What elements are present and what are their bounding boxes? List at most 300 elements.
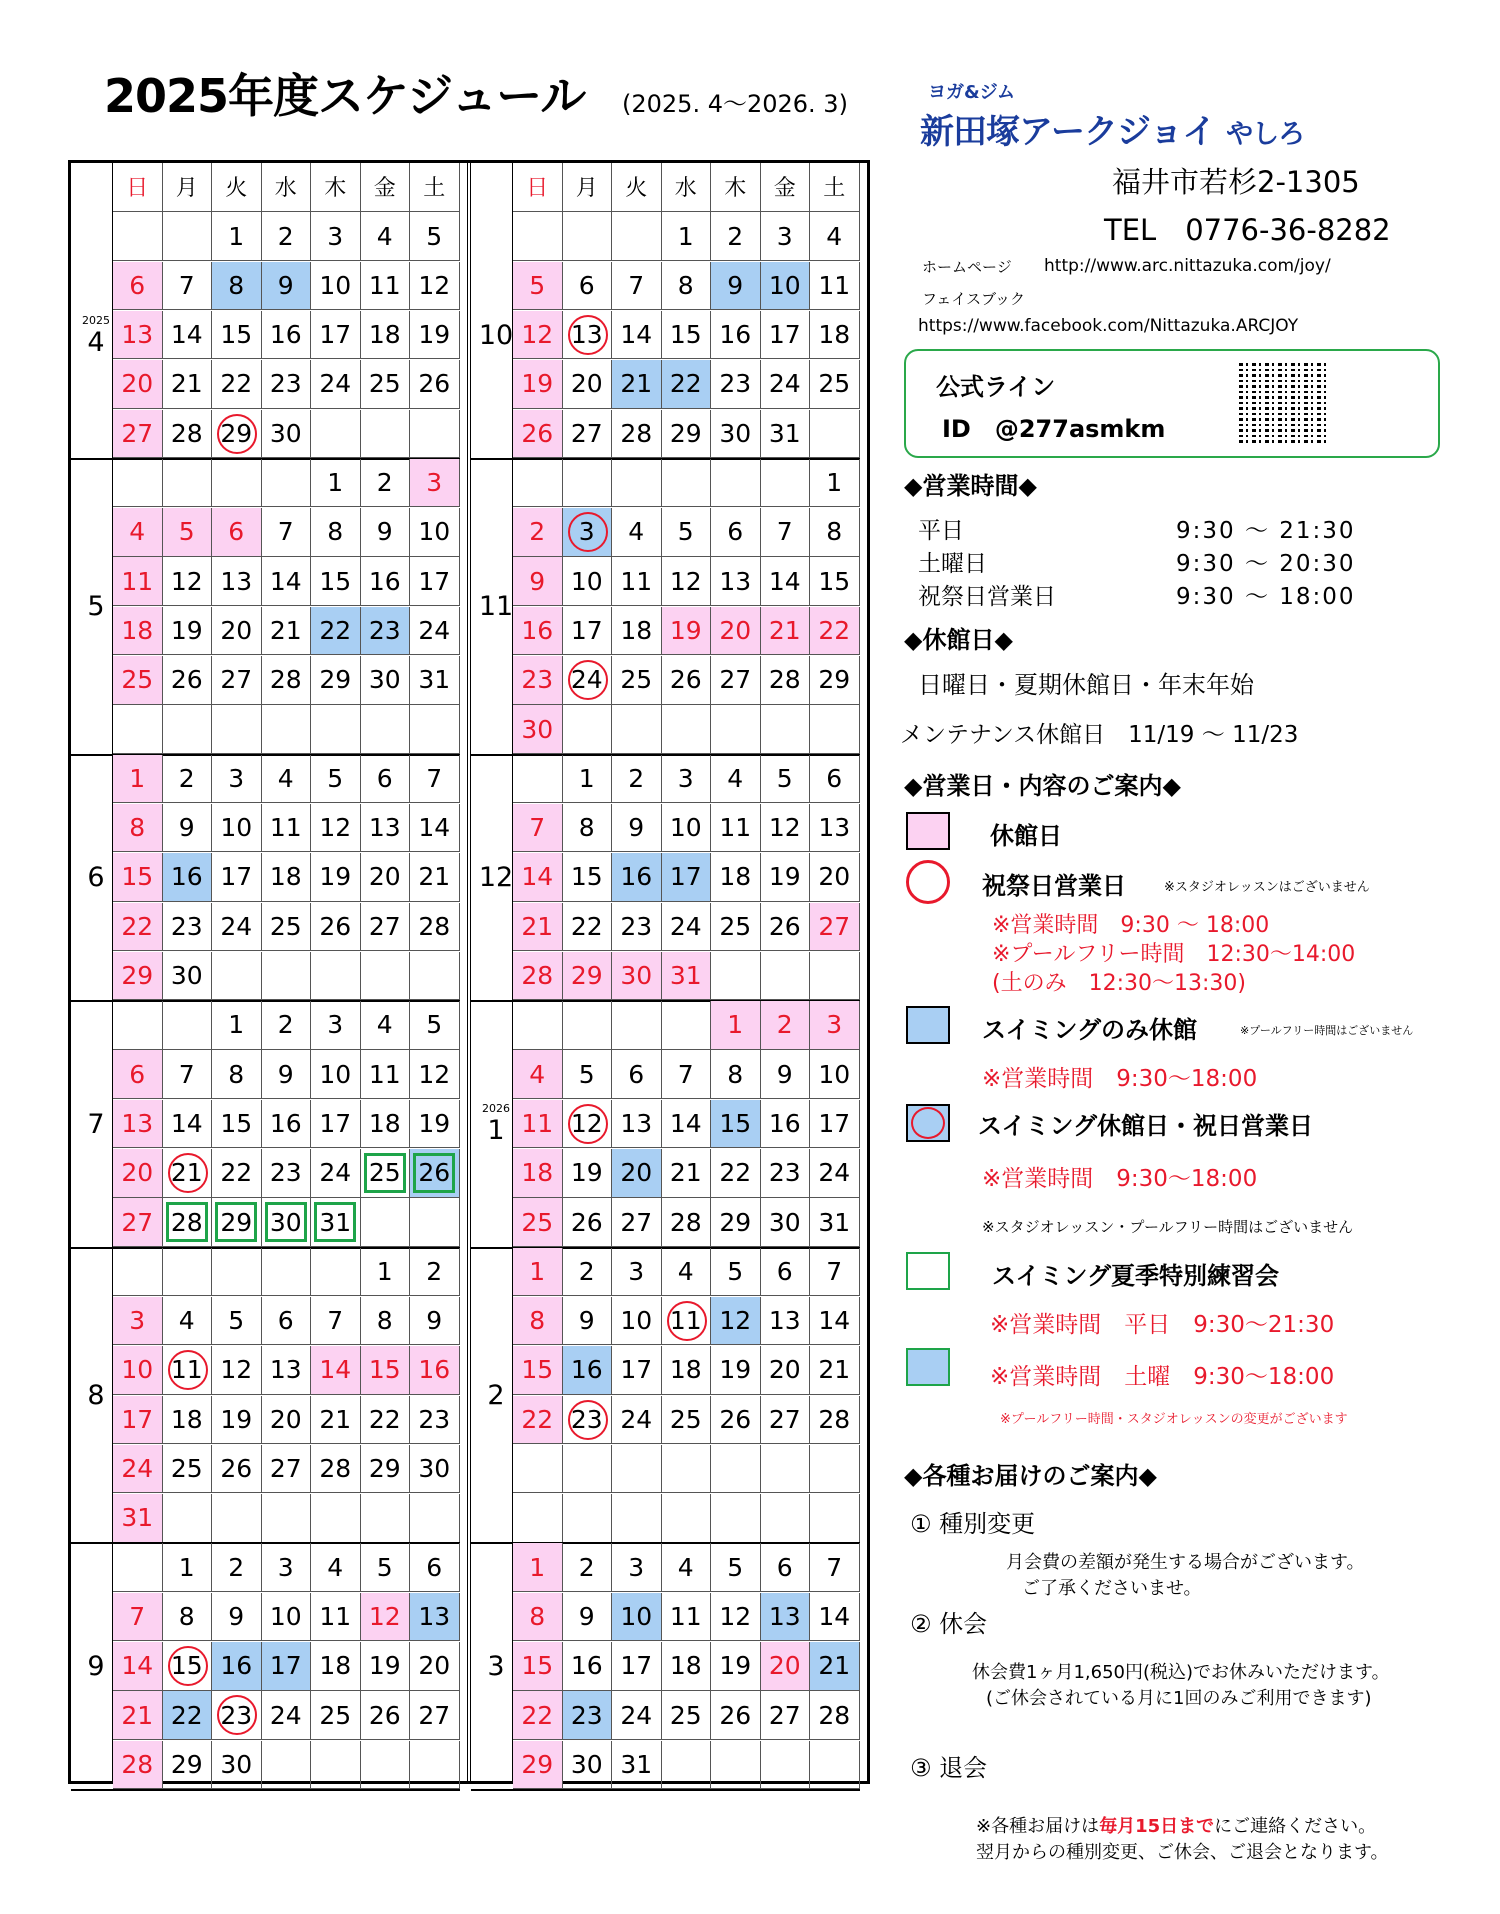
day-cell[interactable] (662, 1445, 712, 1494)
day-cell[interactable] (662, 1741, 712, 1790)
day-cell[interactable]: 16 (563, 1642, 613, 1691)
day-cell[interactable]: 18 (361, 311, 411, 360)
day-cell[interactable]: 27 (612, 1198, 662, 1247)
day-cell[interactable]: 1 (513, 1543, 563, 1592)
day-cell[interactable]: 23 (563, 1691, 613, 1740)
day-cell[interactable] (612, 1445, 662, 1494)
day-cell[interactable] (711, 1494, 761, 1543)
day-cell[interactable] (311, 1741, 361, 1790)
day-cell[interactable] (612, 212, 662, 261)
day-cell[interactable] (761, 1494, 811, 1543)
day-cell[interactable]: 3 (212, 755, 262, 804)
day-cell[interactable]: 15 (361, 1346, 411, 1395)
day-cell[interactable] (262, 459, 312, 508)
day-cell[interactable]: 10 (113, 1346, 163, 1395)
day-cell[interactable] (311, 1494, 361, 1543)
day-cell[interactable]: 16 (262, 1100, 312, 1149)
day-cell[interactable] (563, 212, 613, 261)
day-cell[interactable]: 14 (113, 1642, 163, 1691)
day-cell[interactable]: 27 (810, 903, 860, 952)
day-cell[interactable]: 4 (662, 1248, 712, 1297)
day-cell[interactable]: 29 (212, 410, 262, 459)
day-cell[interactable]: 12 (311, 804, 361, 853)
day-cell[interactable]: 23 (410, 1396, 460, 1445)
day-cell[interactable]: 8 (662, 262, 712, 311)
day-cell[interactable]: 20 (711, 607, 761, 656)
day-cell[interactable]: 13 (113, 1100, 163, 1149)
day-cell[interactable]: 27 (113, 410, 163, 459)
day-cell[interactable]: 22 (513, 1396, 563, 1445)
day-cell[interactable]: 21 (513, 903, 563, 952)
day-cell[interactable]: 10 (212, 804, 262, 853)
day-cell[interactable]: 17 (311, 1100, 361, 1149)
day-cell[interactable] (113, 1248, 163, 1297)
day-cell[interactable]: 1 (212, 1001, 262, 1050)
day-cell[interactable]: 5 (311, 755, 361, 804)
day-cell[interactable] (810, 410, 860, 459)
day-cell[interactable]: 22 (212, 360, 262, 409)
day-cell[interactable]: 9 (612, 804, 662, 853)
day-cell[interactable]: 2 (262, 1001, 312, 1050)
day-cell[interactable]: 23 (361, 607, 411, 656)
day-cell[interactable]: 15 (212, 311, 262, 360)
day-cell[interactable]: 5 (410, 1001, 460, 1050)
day-cell[interactable]: 18 (513, 1149, 563, 1198)
day-cell[interactable]: 20 (810, 853, 860, 902)
day-cell[interactable]: 15 (311, 557, 361, 606)
day-cell[interactable]: 26 (163, 656, 213, 705)
day-cell[interactable]: 2 (410, 1248, 460, 1297)
day-cell[interactable]: 15 (212, 1100, 262, 1149)
day-cell[interactable] (810, 1741, 860, 1790)
day-cell[interactable] (711, 1741, 761, 1790)
day-cell[interactable]: 30 (361, 656, 411, 705)
day-cell[interactable]: 9 (163, 804, 213, 853)
day-cell[interactable]: 24 (262, 1691, 312, 1740)
day-cell[interactable]: 9 (563, 1297, 613, 1346)
day-cell[interactable]: 14 (662, 1100, 712, 1149)
day-cell[interactable] (513, 1445, 563, 1494)
day-cell[interactable]: 3 (563, 508, 613, 557)
day-cell[interactable]: 14 (311, 1346, 361, 1395)
day-cell[interactable]: 18 (612, 607, 662, 656)
day-cell[interactable]: 25 (662, 1396, 712, 1445)
day-cell[interactable] (262, 1494, 312, 1543)
day-cell[interactable]: 23 (612, 903, 662, 952)
day-cell[interactable]: 20 (361, 853, 411, 902)
day-cell[interactable]: 8 (113, 804, 163, 853)
day-cell[interactable]: 1 (311, 459, 361, 508)
day-cell[interactable]: 21 (163, 1149, 213, 1198)
day-cell[interactable] (612, 705, 662, 754)
day-cell[interactable]: 16 (563, 1346, 613, 1395)
day-cell[interactable]: 26 (361, 1691, 411, 1740)
day-cell[interactable] (761, 1445, 811, 1494)
day-cell[interactable]: 15 (513, 1642, 563, 1691)
day-cell[interactable]: 9 (262, 1050, 312, 1099)
day-cell[interactable] (810, 1494, 860, 1543)
day-cell[interactable]: 4 (361, 212, 411, 261)
day-cell[interactable]: 10 (612, 1593, 662, 1642)
day-cell[interactable]: 15 (810, 557, 860, 606)
day-cell[interactable] (262, 1741, 312, 1790)
day-cell[interactable]: 11 (311, 1593, 361, 1642)
day-cell[interactable]: 30 (513, 705, 563, 754)
day-cell[interactable]: 11 (662, 1297, 712, 1346)
day-cell[interactable] (163, 705, 213, 754)
day-cell[interactable] (563, 1445, 613, 1494)
day-cell[interactable]: 12 (662, 557, 712, 606)
day-cell[interactable]: 28 (113, 1741, 163, 1790)
day-cell[interactable]: 8 (361, 1297, 411, 1346)
day-cell[interactable]: 19 (662, 607, 712, 656)
day-cell[interactable]: 13 (361, 804, 411, 853)
day-cell[interactable] (513, 212, 563, 261)
day-cell[interactable]: 13 (761, 1297, 811, 1346)
day-cell[interactable]: 12 (410, 262, 460, 311)
day-cell[interactable]: 13 (212, 557, 262, 606)
day-cell[interactable]: 8 (311, 508, 361, 557)
day-cell[interactable]: 29 (361, 1445, 411, 1494)
day-cell[interactable] (163, 1001, 213, 1050)
day-cell[interactable] (810, 952, 860, 1001)
day-cell[interactable]: 7 (163, 262, 213, 311)
day-cell[interactable]: 2 (212, 1543, 262, 1592)
day-cell[interactable]: 16 (262, 311, 312, 360)
day-cell[interactable]: 25 (711, 903, 761, 952)
day-cell[interactable] (410, 410, 460, 459)
day-cell[interactable]: 11 (662, 1593, 712, 1642)
day-cell[interactable]: 7 (113, 1593, 163, 1642)
day-cell[interactable]: 10 (311, 262, 361, 311)
day-cell[interactable]: 1 (163, 1543, 213, 1592)
day-cell[interactable]: 2 (513, 508, 563, 557)
day-cell[interactable]: 10 (262, 1593, 312, 1642)
day-cell[interactable]: 28 (311, 1445, 361, 1494)
day-cell[interactable]: 11 (810, 262, 860, 311)
day-cell[interactable] (810, 1445, 860, 1494)
day-cell[interactable]: 18 (113, 607, 163, 656)
day-cell[interactable]: 11 (513, 1100, 563, 1149)
day-cell[interactable]: 12 (761, 804, 811, 853)
day-cell[interactable]: 27 (262, 1445, 312, 1494)
day-cell[interactable]: 6 (262, 1297, 312, 1346)
day-cell[interactable]: 30 (761, 1198, 811, 1247)
day-cell[interactable]: 20 (563, 360, 613, 409)
day-cell[interactable] (361, 410, 411, 459)
day-cell[interactable]: 8 (711, 1050, 761, 1099)
day-cell[interactable] (311, 705, 361, 754)
day-cell[interactable] (612, 1001, 662, 1050)
day-cell[interactable]: 16 (513, 607, 563, 656)
day-cell[interactable]: 5 (563, 1050, 613, 1099)
day-cell[interactable]: 21 (810, 1642, 860, 1691)
day-cell[interactable]: 20 (212, 607, 262, 656)
day-cell[interactable]: 30 (711, 410, 761, 459)
day-cell[interactable]: 18 (163, 1396, 213, 1445)
day-cell[interactable]: 9 (513, 557, 563, 606)
day-cell[interactable]: 21 (113, 1691, 163, 1740)
day-cell[interactable]: 22 (361, 1396, 411, 1445)
day-cell[interactable]: 9 (761, 1050, 811, 1099)
day-cell[interactable]: 5 (711, 1248, 761, 1297)
day-cell[interactable] (410, 1494, 460, 1543)
day-cell[interactable]: 24 (662, 903, 712, 952)
day-cell[interactable]: 1 (212, 212, 262, 261)
day-cell[interactable] (662, 459, 712, 508)
day-cell[interactable]: 1 (810, 459, 860, 508)
day-cell[interactable]: 26 (212, 1445, 262, 1494)
day-cell[interactable]: 18 (262, 853, 312, 902)
day-cell[interactable]: 5 (163, 508, 213, 557)
day-cell[interactable]: 19 (711, 1346, 761, 1395)
day-cell[interactable]: 27 (761, 1691, 811, 1740)
day-cell[interactable]: 24 (563, 656, 613, 705)
day-cell[interactable]: 24 (761, 360, 811, 409)
day-cell[interactable]: 26 (410, 1149, 460, 1198)
day-cell[interactable]: 2 (163, 755, 213, 804)
day-cell[interactable] (113, 1543, 163, 1592)
day-cell[interactable]: 26 (711, 1691, 761, 1740)
day-cell[interactable]: 7 (662, 1050, 712, 1099)
qr-code-icon[interactable] (1239, 363, 1329, 443)
day-cell[interactable]: 4 (163, 1297, 213, 1346)
day-cell[interactable]: 11 (361, 262, 411, 311)
day-cell[interactable]: 28 (410, 903, 460, 952)
day-cell[interactable]: 17 (612, 1346, 662, 1395)
day-cell[interactable]: 28 (612, 410, 662, 459)
day-cell[interactable]: 16 (711, 311, 761, 360)
day-cell[interactable]: 6 (113, 262, 163, 311)
day-cell[interactable]: 8 (212, 262, 262, 311)
day-cell[interactable]: 5 (361, 1543, 411, 1592)
day-cell[interactable]: 3 (662, 755, 712, 804)
day-cell[interactable] (361, 705, 411, 754)
day-cell[interactable]: 15 (711, 1100, 761, 1149)
day-cell[interactable]: 21 (410, 853, 460, 902)
day-cell[interactable]: 4 (113, 508, 163, 557)
day-cell[interactable]: 31 (810, 1198, 860, 1247)
day-cell[interactable]: 16 (163, 853, 213, 902)
day-cell[interactable] (262, 705, 312, 754)
day-cell[interactable]: 25 (311, 1691, 361, 1740)
day-cell[interactable]: 21 (761, 607, 811, 656)
day-cell[interactable]: 13 (410, 1593, 460, 1642)
day-cell[interactable]: 6 (810, 755, 860, 804)
day-cell[interactable]: 7 (262, 508, 312, 557)
day-cell[interactable]: 3 (612, 1543, 662, 1592)
day-cell[interactable]: 13 (761, 1593, 811, 1642)
day-cell[interactable]: 24 (311, 360, 361, 409)
day-cell[interactable]: 10 (662, 804, 712, 853)
day-cell[interactable]: 24 (612, 1691, 662, 1740)
day-cell[interactable] (410, 1741, 460, 1790)
day-cell[interactable]: 23 (163, 903, 213, 952)
day-cell[interactable] (113, 1001, 163, 1050)
day-cell[interactable]: 27 (212, 656, 262, 705)
day-cell[interactable]: 27 (563, 410, 613, 459)
day-cell[interactable]: 31 (410, 656, 460, 705)
day-cell[interactable] (212, 1248, 262, 1297)
day-cell[interactable]: 6 (711, 508, 761, 557)
day-cell[interactable]: 6 (361, 755, 411, 804)
day-cell[interactable]: 25 (361, 360, 411, 409)
day-cell[interactable]: 31 (662, 952, 712, 1001)
day-cell[interactable]: 9 (410, 1297, 460, 1346)
day-cell[interactable]: 26 (563, 1198, 613, 1247)
day-cell[interactable]: 14 (612, 311, 662, 360)
day-cell[interactable]: 10 (410, 508, 460, 557)
day-cell[interactable] (761, 1741, 811, 1790)
day-cell[interactable]: 19 (410, 311, 460, 360)
day-cell[interactable]: 22 (810, 607, 860, 656)
day-cell[interactable]: 5 (761, 755, 811, 804)
day-cell[interactable]: 20 (262, 1396, 312, 1445)
day-cell[interactable]: 5 (212, 1297, 262, 1346)
day-cell[interactable]: 28 (662, 1198, 712, 1247)
day-cell[interactable]: 15 (563, 853, 613, 902)
day-cell[interactable]: 2 (711, 212, 761, 261)
day-cell[interactable] (361, 952, 411, 1001)
day-cell[interactable] (711, 459, 761, 508)
day-cell[interactable]: 12 (163, 557, 213, 606)
day-cell[interactable]: 24 (810, 1149, 860, 1198)
day-cell[interactable] (563, 705, 613, 754)
day-cell[interactable]: 30 (612, 952, 662, 1001)
day-cell[interactable]: 29 (113, 952, 163, 1001)
day-cell[interactable]: 20 (761, 1642, 811, 1691)
day-cell[interactable]: 7 (311, 1297, 361, 1346)
day-cell[interactable]: 29 (311, 656, 361, 705)
day-cell[interactable]: 5 (711, 1543, 761, 1592)
day-cell[interactable]: 14 (513, 853, 563, 902)
day-cell[interactable]: 21 (311, 1396, 361, 1445)
day-cell[interactable]: 17 (212, 853, 262, 902)
day-cell[interactable]: 29 (513, 1741, 563, 1790)
day-cell[interactable]: 24 (113, 1445, 163, 1494)
day-cell[interactable]: 30 (262, 410, 312, 459)
day-cell[interactable]: 4 (311, 1543, 361, 1592)
day-cell[interactable]: 9 (262, 262, 312, 311)
day-cell[interactable]: 10 (761, 262, 811, 311)
day-cell[interactable]: 19 (711, 1642, 761, 1691)
day-cell[interactable]: 20 (113, 360, 163, 409)
day-cell[interactable]: 14 (810, 1593, 860, 1642)
day-cell[interactable]: 1 (563, 755, 613, 804)
day-cell[interactable]: 12 (410, 1050, 460, 1099)
day-cell[interactable]: 4 (262, 755, 312, 804)
day-cell[interactable]: 23 (262, 360, 312, 409)
day-cell[interactable]: 19 (761, 853, 811, 902)
day-cell[interactable] (410, 952, 460, 1001)
day-cell[interactable]: 3 (410, 459, 460, 508)
day-cell[interactable] (361, 1741, 411, 1790)
day-cell[interactable]: 1 (361, 1248, 411, 1297)
day-cell[interactable]: 24 (311, 1149, 361, 1198)
homepage-link[interactable]: http://www.arc.nittazuka.com/joy/ (1044, 256, 1331, 276)
day-cell[interactable] (212, 705, 262, 754)
day-cell[interactable]: 26 (410, 360, 460, 409)
day-cell[interactable]: 22 (662, 360, 712, 409)
day-cell[interactable]: 1 (113, 755, 163, 804)
day-cell[interactable] (810, 705, 860, 754)
day-cell[interactable]: 29 (810, 656, 860, 705)
day-cell[interactable]: 14 (163, 311, 213, 360)
day-cell[interactable]: 18 (311, 1642, 361, 1691)
day-cell[interactable]: 28 (761, 656, 811, 705)
day-cell[interactable]: 28 (810, 1691, 860, 1740)
day-cell[interactable]: 26 (662, 656, 712, 705)
day-cell[interactable]: 3 (761, 212, 811, 261)
day-cell[interactable] (163, 459, 213, 508)
day-cell[interactable]: 11 (262, 804, 312, 853)
day-cell[interactable]: 26 (711, 1396, 761, 1445)
day-cell[interactable]: 27 (761, 1396, 811, 1445)
day-cell[interactable]: 4 (810, 212, 860, 261)
day-cell[interactable]: 20 (410, 1642, 460, 1691)
day-cell[interactable]: 18 (711, 853, 761, 902)
day-cell[interactable]: 2 (563, 1248, 613, 1297)
day-cell[interactable]: 8 (563, 804, 613, 853)
day-cell[interactable] (612, 459, 662, 508)
day-cell[interactable]: 15 (513, 1346, 563, 1395)
day-cell[interactable]: 25 (810, 360, 860, 409)
day-cell[interactable]: 17 (113, 1396, 163, 1445)
day-cell[interactable]: 13 (262, 1346, 312, 1395)
day-cell[interactable]: 29 (163, 1741, 213, 1790)
day-cell[interactable]: 3 (262, 1543, 312, 1592)
day-cell[interactable] (711, 705, 761, 754)
day-cell[interactable]: 19 (212, 1396, 262, 1445)
day-cell[interactable]: 31 (113, 1494, 163, 1543)
day-cell[interactable]: 17 (262, 1642, 312, 1691)
day-cell[interactable]: 30 (262, 1198, 312, 1247)
day-cell[interactable]: 19 (163, 607, 213, 656)
day-cell[interactable]: 9 (212, 1593, 262, 1642)
day-cell[interactable]: 25 (113, 656, 163, 705)
day-cell[interactable]: 29 (563, 952, 613, 1001)
day-cell[interactable]: 16 (410, 1346, 460, 1395)
day-cell[interactable]: 20 (761, 1346, 811, 1395)
day-cell[interactable]: 3 (311, 212, 361, 261)
day-cell[interactable]: 4 (513, 1050, 563, 1099)
day-cell[interactable] (163, 1494, 213, 1543)
day-cell[interactable]: 27 (410, 1691, 460, 1740)
day-cell[interactable]: 8 (513, 1593, 563, 1642)
day-cell[interactable]: 23 (513, 656, 563, 705)
day-cell[interactable]: 6 (612, 1050, 662, 1099)
day-cell[interactable]: 23 (262, 1149, 312, 1198)
day-cell[interactable]: 12 (361, 1593, 411, 1642)
facebook-link[interactable]: https://www.facebook.com/Nittazuka.ARCJOY (918, 316, 1299, 336)
day-cell[interactable]: 9 (711, 262, 761, 311)
day-cell[interactable] (262, 1248, 312, 1297)
day-cell[interactable]: 6 (212, 508, 262, 557)
day-cell[interactable]: 29 (711, 1198, 761, 1247)
day-cell[interactable]: 30 (410, 1445, 460, 1494)
day-cell[interactable]: 2 (761, 1001, 811, 1050)
day-cell[interactable] (113, 459, 163, 508)
day-cell[interactable]: 22 (212, 1149, 262, 1198)
day-cell[interactable] (711, 1445, 761, 1494)
day-cell[interactable]: 10 (563, 557, 613, 606)
day-cell[interactable]: 22 (513, 1691, 563, 1740)
day-cell[interactable]: 1 (662, 212, 712, 261)
day-cell[interactable]: 7 (513, 804, 563, 853)
day-cell[interactable]: 28 (163, 1198, 213, 1247)
day-cell[interactable] (163, 1248, 213, 1297)
day-cell[interactable]: 8 (513, 1297, 563, 1346)
